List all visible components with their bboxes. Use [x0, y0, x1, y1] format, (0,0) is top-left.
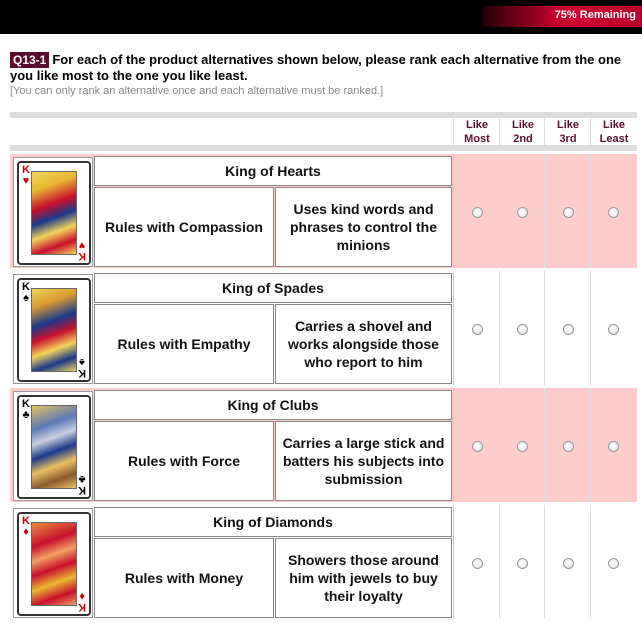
- col-divider: [499, 154, 500, 268]
- king-of-clubs-card-icon: [17, 395, 91, 499]
- row-divider: [453, 271, 454, 385]
- alternative-row-king-of-diamonds: [10, 505, 637, 619]
- col-divider: [544, 154, 545, 268]
- alternative-attribute-1: Rules with Money: [94, 538, 274, 618]
- king-of-spades-card-icon: [17, 278, 91, 382]
- card-frame: [13, 157, 93, 267]
- question-number-badge: Q13-1: [10, 52, 49, 68]
- card-index-top: K ♦: [22, 515, 30, 538]
- rank-radio-most[interactable]: [472, 558, 483, 569]
- row-divider: [453, 388, 454, 502]
- alternative-attribute-1: Rules with Compassion: [94, 187, 274, 267]
- col-header-like-2nd: [501, 117, 545, 146]
- card-index-top: K ♣: [22, 398, 30, 421]
- alternative-attribute-2: Showers those around him with jewels to buy their loyalty: [275, 538, 452, 618]
- alternative-title: King of Hearts: [94, 156, 452, 186]
- rank-radio-3rd[interactable]: [563, 207, 574, 218]
- col-header-line2: 2nd: [513, 133, 533, 145]
- alternative-attribute-1: Rules with Force: [94, 421, 274, 501]
- king-of-hearts-card-icon: [17, 161, 91, 265]
- col-divider: [499, 117, 500, 145]
- rank-radio-most[interactable]: [472, 324, 483, 335]
- progress-label: 75% Remaining: [554, 9, 636, 21]
- col-divider: [590, 154, 591, 268]
- card-index-bottom: K ♠: [78, 356, 86, 379]
- col-divider: [544, 117, 545, 145]
- card-index-top: K ♠: [22, 281, 30, 304]
- col-divider: [499, 388, 500, 502]
- rank-radio-least[interactable]: [608, 207, 619, 218]
- alternative-row-king-of-clubs: [10, 388, 637, 502]
- col-divider: [453, 117, 454, 145]
- alternative-row-king-of-spades: [10, 271, 637, 385]
- card-index-bottom: K ♣: [78, 473, 86, 496]
- card-face-art: [31, 171, 77, 255]
- card-index-bottom: K ♦: [78, 590, 86, 613]
- col-header-line2: 3rd: [559, 133, 577, 145]
- col-header-line1: Like: [511, 119, 534, 131]
- card-frame: [13, 274, 93, 384]
- alternative-attribute-2: Uses kind words and phrases to control the minions: [275, 187, 452, 267]
- col-header-line1: Like: [465, 119, 488, 131]
- alternative-attribute-2: Carries a shovel and works alongside those who report to him: [275, 304, 452, 384]
- alternative-title: King of Clubs: [94, 390, 452, 420]
- top-bar: [0, 0, 642, 34]
- col-header-like-most: [455, 117, 499, 146]
- question-hint: [You can only rank an alternative once and each alternative must be ranked.]: [10, 85, 384, 97]
- card-frame: [13, 391, 93, 501]
- king-of-diamonds-card-icon: [17, 512, 91, 616]
- progress-bar: [482, 6, 642, 27]
- card-frame: [13, 508, 93, 618]
- alternative-row-king-of-hearts: [10, 154, 637, 268]
- col-divider: [544, 505, 545, 619]
- col-divider: [544, 271, 545, 385]
- question-text-line: [10, 52, 635, 84]
- card-face-art: [31, 522, 77, 606]
- header-bottom-divider: [10, 145, 637, 151]
- col-header-like-least: [592, 117, 636, 146]
- col-divider: [590, 117, 591, 145]
- rank-radio-2nd[interactable]: [517, 441, 528, 452]
- rank-radio-most[interactable]: [472, 441, 483, 452]
- question-text: For each of the product alternatives shown below, please rank each alternative from the one you like most to the one you like least.: [10, 52, 622, 83]
- rank-radio-3rd[interactable]: [563, 558, 574, 569]
- col-header-line2: Most: [464, 133, 490, 145]
- col-divider: [590, 271, 591, 385]
- alternative-attribute-1: Rules with Empathy: [94, 304, 274, 384]
- col-divider: [544, 388, 545, 502]
- alternative-title: King of Spades: [94, 273, 452, 303]
- col-divider: [590, 388, 591, 502]
- col-header-like-3rd: [546, 117, 590, 146]
- col-header-line1: Like: [556, 119, 579, 131]
- rank-radio-least[interactable]: [608, 324, 619, 335]
- rank-radio-most[interactable]: [472, 207, 483, 218]
- card-index-top: K ♥: [22, 164, 30, 187]
- row-divider: [453, 154, 454, 268]
- rank-radio-least[interactable]: [608, 441, 619, 452]
- col-header-line2: Least: [599, 133, 629, 145]
- alternative-attribute-2: Carries a large stick and batters his subjects into submission: [275, 421, 452, 501]
- rank-radio-2nd[interactable]: [517, 324, 528, 335]
- col-header-line1: Like: [602, 119, 625, 131]
- col-divider: [590, 505, 591, 619]
- rank-radio-least[interactable]: [608, 558, 619, 569]
- alternative-title: King of Diamonds: [94, 507, 452, 537]
- col-divider: [499, 505, 500, 619]
- rank-radio-2nd[interactable]: [517, 207, 528, 218]
- card-face-art: [31, 405, 77, 489]
- rank-radio-3rd[interactable]: [563, 324, 574, 335]
- col-divider: [499, 271, 500, 385]
- row-divider: [453, 505, 454, 619]
- rank-radio-3rd[interactable]: [563, 441, 574, 452]
- question-block: [10, 52, 635, 97]
- card-index-bottom: K ♥: [78, 239, 86, 262]
- rank-radio-2nd[interactable]: [517, 558, 528, 569]
- card-face-art: [31, 288, 77, 372]
